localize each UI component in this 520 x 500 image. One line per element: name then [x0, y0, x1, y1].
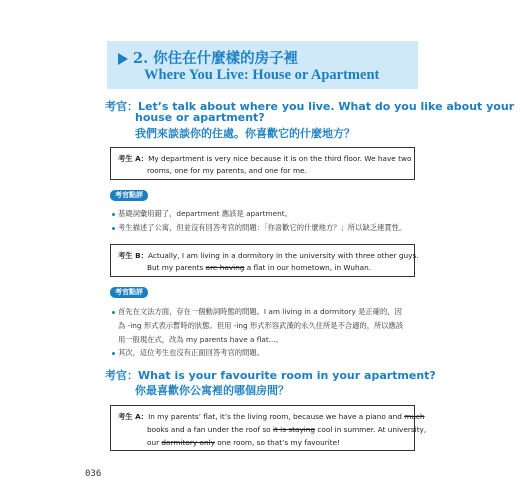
struck-error-text: much: [404, 412, 425, 421]
answer-line-2: [147, 425, 426, 434]
question-text: Let’s talk about where you live. What do you like about your: [138, 100, 515, 113]
answer-line-1: [118, 412, 425, 422]
speaker-label: 考生 A：: [118, 412, 149, 421]
comment-1-bullet-1: 基礎詞彙用錯了，department 應該是 apartment。: [118, 209, 292, 218]
candidate-answer-box-1: [110, 147, 415, 180]
answer-line-1: [118, 154, 411, 164]
struck-error-text: are having: [205, 263, 245, 272]
examiner-label: 考官：: [105, 369, 138, 382]
struck-error-text: it is staying: [272, 425, 316, 434]
page-number: 036: [85, 469, 102, 479]
bullet-icon: [112, 352, 115, 355]
bullet-icon: [112, 213, 115, 216]
answer-text: one room, so that’s my favourite!: [214, 438, 341, 447]
bullet-icon: [112, 311, 115, 314]
answer-text: books and a fan under the roof so: [147, 425, 273, 434]
examiner-question-1-translation: 我們來談談你的住處。你喜歡它的什麼地方？: [135, 127, 355, 140]
answer-text: cool in summer. At university,: [315, 425, 427, 434]
answer-line-2: rooms, one for my parents, and one for me.: [147, 166, 307, 175]
speaker-label: 考生 A：: [118, 154, 149, 163]
candidate-answer-box-2: [110, 244, 419, 277]
section-title-chinese: 2. 你住在什麼樣的房子裡: [133, 50, 299, 67]
examiner-question-2-translation: 你最喜歡你公寓裡的哪個房間？: [135, 384, 289, 397]
candidate-answer-box-3: [110, 405, 427, 451]
comment-1-bullet-2: 考生描述了公寓，但並沒有回答考官的問題：「你喜歡它的什麼地方？」所以缺乏連貫性。: [118, 223, 407, 232]
examiner-question-1-line-2: house or apartment?: [135, 111, 265, 124]
answer-text: My department is very nice because it is on the third floor. We have two: [148, 154, 412, 163]
answer-text: In my parents’ flat, it’s the living room, because we have a piano and: [148, 412, 405, 421]
comment-2-bullet-1-line-3: 用一般現在式，改為 my parents have a flat...。: [118, 335, 283, 344]
answer-line-1: [118, 251, 419, 261]
bullet-icon: [112, 227, 115, 230]
answer-text: a flat in our hometown, in Wuhan.: [244, 263, 372, 272]
struck-error-text: dormitory only: [161, 438, 215, 447]
answer-text: Actually, I am living in a dormitory in the university with three other guys.: [148, 251, 419, 260]
examiner-question-2: [105, 367, 436, 383]
answer-text: But my parents: [147, 263, 206, 272]
answer-line-3: [147, 438, 340, 447]
examiner-comment-badge-1: 考官點評: [110, 190, 148, 201]
section-header: [107, 41, 418, 89]
comment-2-bullet-1-line-1: 首先在文法方面，存在一個動詞時態的問題。I am living in a dormitory 是正確的，因: [118, 307, 402, 316]
play-arrow-icon: [118, 53, 128, 65]
examiner-label: 考官：: [105, 100, 138, 113]
speaker-label: 考生 B：: [118, 251, 148, 260]
comment-2-bullet-1-line-2: 為 -ing 形式表示暫時的狀態。但用 -ing 形式形容武漢的永久住所是不合適的，所以應該: [118, 321, 404, 330]
examiner-comment-badge-2: 考官點評: [110, 287, 148, 298]
comment-2-bullet-2: 其次，這位考生也沒有正面回答考官的問題。: [118, 348, 264, 357]
section-title-english: Where You Live: House or Apartment: [144, 67, 380, 83]
question-text: What is your favourite room in your apartment?: [138, 369, 436, 382]
answer-line-2: [147, 263, 371, 272]
answer-text: our: [147, 438, 162, 447]
